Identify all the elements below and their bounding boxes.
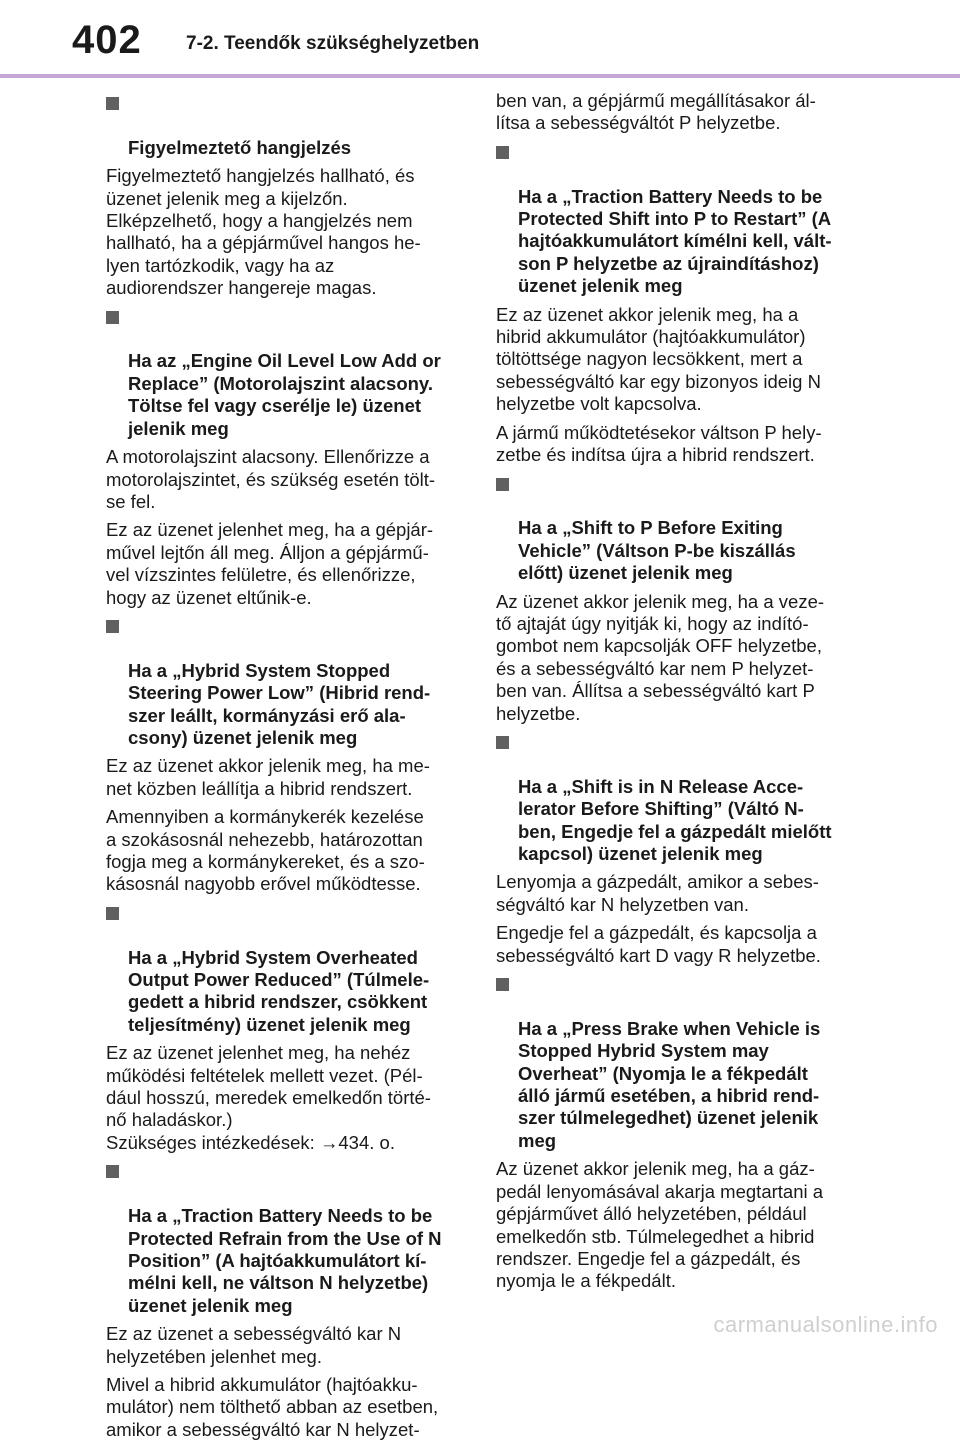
- paragraph: Ez az üzenet jelenhet meg, ha a gépjár- művel lejtőn áll meg. Álljon a gépjármű- vel vízszintes felületre, és ellenőrizze, hogy az üzenet eltűnik-e.: [106, 519, 434, 608]
- paragraph: Amennyiben a kormánykerék kezelése a szokásosnál nehezebb, határozottan fogja meg a kormánykereket, és a szo- kásosnál nagyobb erővel működtesse.: [106, 806, 425, 895]
- square-bullet-icon: [106, 311, 119, 324]
- square-bullet-icon: [106, 1165, 119, 1178]
- page-header: [0, 0, 960, 80]
- square-bullet-icon: [106, 907, 119, 920]
- chapter-title: 7-2. Teendők szükséghelyzetben: [186, 33, 480, 54]
- square-bullet-icon: [106, 97, 119, 110]
- paragraph: Lenyomja a gázpedált, amikor a sebes- ségváltó kar N helyzetben van.: [496, 871, 819, 915]
- paragraph: Engedje fel a gázpedált, és kapcsolja a sebességváltó kart D vagy R helyzetbe.: [496, 922, 821, 966]
- paragraph: Ez az üzenet akkor jelenik meg, ha a hibrid akkumulátor (hajtóakkumulátor) töltöttsége nagyon lecsökkent, mert a sebességváltó kar egy bizonyos ideig N helyzetbe volt kapcsolva.: [496, 303, 821, 415]
- section-heading: Figyelmeztető hangjelzés: [106, 92, 468, 159]
- paragraph: Mivel a hibrid akkumulátor (hajtóakku- mulátor) nem tölthető abban az esetben, amikor a sebességváltó kar N helyzet-: [106, 1373, 439, 1440]
- section-heading: Ha a „Hybrid System Stopped Steering Power Low” (Hibrid rend- szer leállt, kormányzási erő ala- csony) üzenet jelenik meg: [106, 615, 468, 749]
- section-shift-in-n: [496, 731, 858, 967]
- right-column: [496, 90, 858, 1299]
- section-engine-oil: [106, 306, 468, 609]
- square-bullet-icon: [496, 736, 509, 749]
- section-traction-battery-n: [106, 1160, 468, 1441]
- square-bullet-icon: [496, 146, 509, 159]
- section-hybrid-overheated: [106, 902, 468, 1154]
- paragraph: Ez az üzenet akkor jelenik meg, ha me- net közben leállítja a hibrid rendszert.: [106, 755, 430, 799]
- paragraph: Az üzenet akkor jelenik meg, ha a gáz- pedál lenyomásával akarja megtartani a gépjárművet álló helyzetében, például emelkedőn stb. Túlmelegedhet a hibrid rendszer. Engedje fel a gázpedált, és nyomja le a fékpedált.: [496, 1158, 824, 1292]
- continuation-paragraph: ben van, a gépjármű megállításakor ál- lítsa a sebességváltót P helyzetbe.: [496, 90, 816, 134]
- square-bullet-icon: [106, 620, 119, 633]
- paragraph: Az üzenet akkor jelenik meg, ha a veze- tő ajtaját úgy nyitják ki, hogy az indító- gombot nem kapcsolják OFF helyzetbe, és a sebességváltó kar nem P helyzet- ben van. Állítsa a sebességváltó kart P helyzetbe.: [496, 590, 825, 724]
- page-number: 402: [72, 18, 142, 62]
- paragraph: A jármű működtetésekor váltson P hely- zetbe és indítsa újra a hibrid rendszert.: [496, 421, 822, 466]
- paragraph: Figyelmeztető hangjelzés hallható, és üzenet jelenik meg a kijelzőn. Elképzelhető, hogy a hangjelzés nem hallható, ha a gépjárművel hangos he- lyen tartózkodik, vagy ha az audiorendszer hangereje magas.: [106, 165, 421, 299]
- section-warning-buzzer: [106, 92, 468, 300]
- section-heading: Ha a „Hybrid System Overheated Output Power Reduced” (Túlmele- gedett a hibrid rendszer, csökkent teljesítmény) üzenet jelenik meg: [106, 902, 468, 1036]
- left-column: [106, 90, 468, 1447]
- paragraph: Ez az üzenet jelenhet meg, ha nehéz működési feltételek mellett vezet. (Pél- dául hosszú, meredek emelkedőn törté- nő haladáskor.) Szükséges intézkedések: →434. o.: [106, 1042, 431, 1153]
- section-heading: Ha a „Traction Battery Needs to be Protected Refrain from the Use of N Position” (A hajtóakkumulátort kí- mélni kell, ne váltson N helyzetbe) üzenet jelenik meg: [106, 1160, 468, 1317]
- section-shift-to-p: [496, 473, 858, 725]
- section-press-brake: [496, 973, 858, 1293]
- watermark: carmanualsonline.info: [713, 1312, 938, 1337]
- square-bullet-icon: [496, 478, 509, 491]
- section-heading: Ha a „Shift is in N Release Acce- lerator Before Shifting” (Váltó N- ben, Engedje fel a gázpedált mielőtt kapcsol) üzenet jelenik meg: [496, 731, 858, 865]
- header-divider: [0, 74, 960, 78]
- section-heading: Ha az „Engine Oil Level Low Add or Replace” (Motorolajszint alacsony. Töltse fel vagy cserélje le) üzenet jelenik meg: [106, 306, 468, 440]
- section-heading: Ha a „Press Brake when Vehicle is Stopped Hybrid System may Overheat” (Nyomja le a fékpedált álló jármű esetében, a hibrid rend- szer túlmelegedhet) üzenet jelenik meg: [496, 973, 858, 1152]
- section-traction-battery-p: [496, 141, 858, 467]
- square-bullet-icon: [496, 978, 509, 991]
- paragraph: A motorolajszint alacsony. Ellenőrizze a motorolajszintet, és szükség esetén tölt- se fel.: [106, 446, 436, 512]
- paragraph: Ez az üzenet a sebességváltó kar N helyzetében jelenhet meg.: [106, 1323, 402, 1367]
- section-heading: Ha a „Shift to P Before Exiting Vehicle” (Váltson P-be kiszállás előtt) üzenet jelenik meg: [496, 473, 858, 585]
- section-hybrid-stopped: [106, 615, 468, 896]
- section-heading: Ha a „Traction Battery Needs to be Protected Shift into P to Restart” (A hajtóakkumulátort kímélni kell, vált- son P helyzetbe az újraindításhoz) üzenet jelenik meg: [496, 141, 858, 298]
